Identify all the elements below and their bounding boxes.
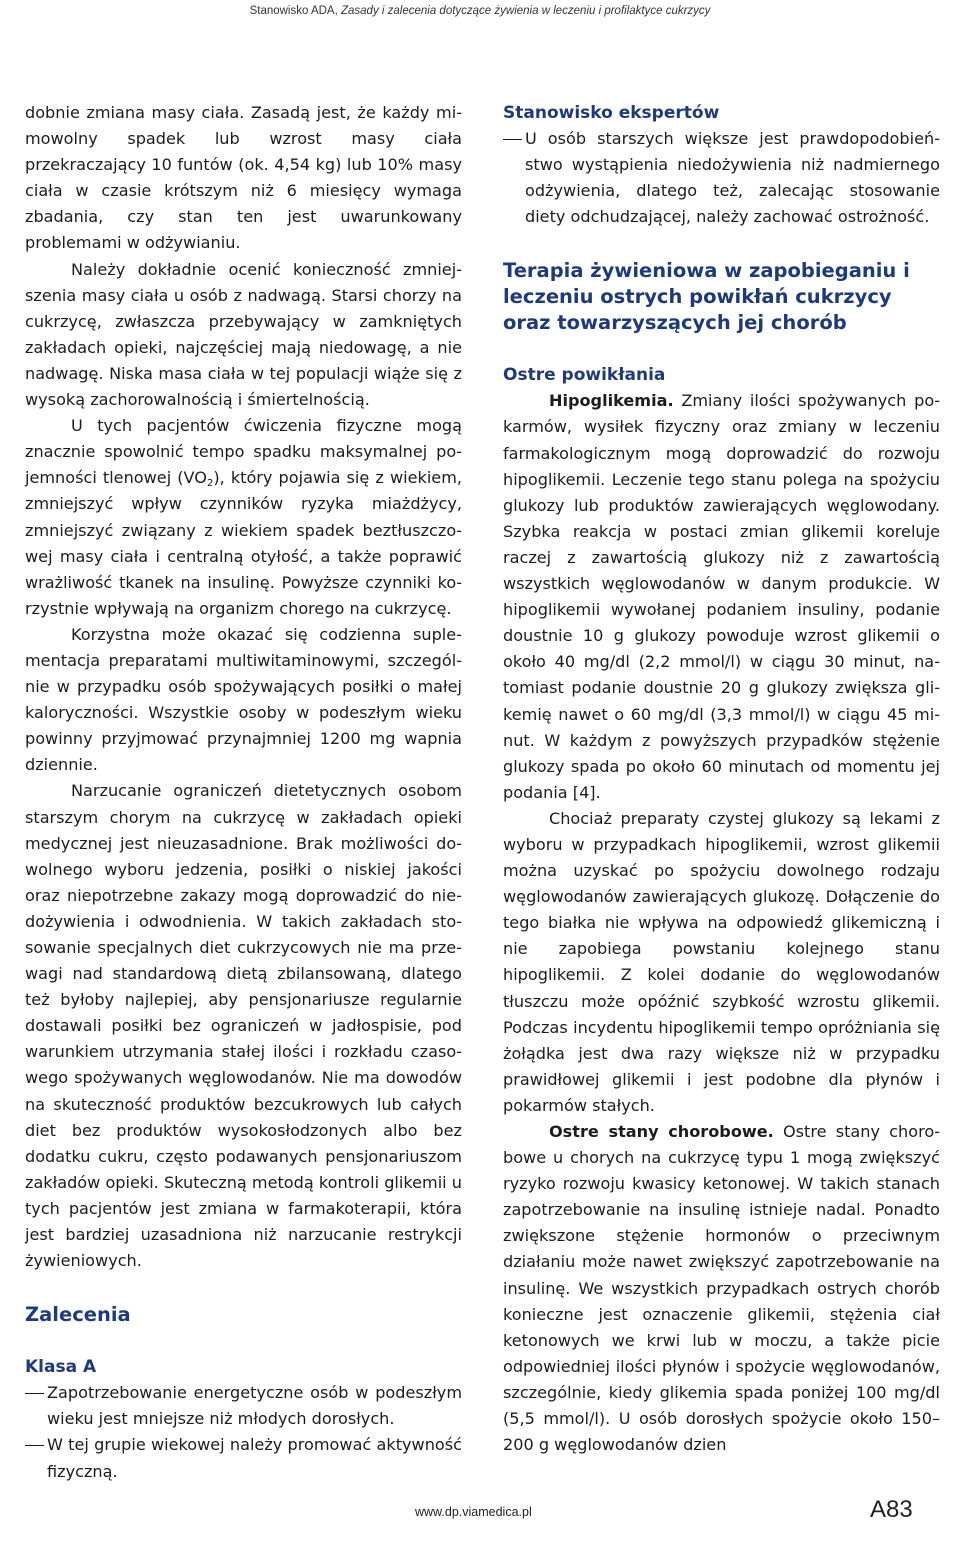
subsection-heading-expert: Stanowisko ekspertów: [503, 103, 720, 123]
expert-list: [503, 126, 940, 230]
paragraph: dobnie zmiana masy ciała. Zasadą jest, że każdy mimowolny spadek lub wzrost masy ciała przekraczający 10 funtów (ok. 4,54 kg) lub 10% masy ciała w czasie krótszym niż 6 miesięcy wymaga zbadania, czy stan ten jest uwarunkowany problemami w odżywianiu.: [25, 103, 462, 253]
paragraph: Korzystna może okazać się codzienna suplementacja preparatami multiwitaminowymi, szczególnie w przypadku osób spożywających posiłki o małej kaloryczności. Wszystkie osoby w podeszłym wieku powinny przyjmować przynajmniej 1200 mg wapnia dziennie.: [25, 624, 462, 775]
run-in-heading: Hipoglikemia.: [549, 391, 674, 411]
right-column: [503, 100, 940, 1458]
running-header-prefix: Stanowisko ADA,: [249, 5, 341, 17]
list-item: W tej grupie wiekowej należy promować aktywność fizyczną.: [25, 1432, 462, 1484]
paragraph: [503, 1119, 940, 1458]
paragraph-text: Ostre stany chorobowe u chorych na cukrzycę typu 1 mogą zwiększyć ryzyko rozwoju kwasicy ketonowej. W takich stanach zapotrzebowanie na insulinę istnieje nadal. Ponadto zwiększone stężenie hormonów o przeciwnym działaniu może nawet zwiększyć zapotrzebowanie na insulinę. We wszystkich przypadkach ostrych chorób konieczne jest oznaczenie glikemii, stężenia ciał ketonowych we krwi lub w moczu, a także picie odpowiedniej ilości płynów i spożycie węglowodanów, szczególnie, kiedy glikemia spada poniżej 100 mg/dl (5,5 mmol/l). U osób dorosłych spożycie około 150–200 g węglowodanów dzien: [503, 1122, 940, 1455]
subsection-heading-ostre: Ostre powikłania: [503, 365, 666, 386]
subsection-heading-klasa-a: Klasa A: [25, 1357, 97, 1378]
paragraph-text: ), który pojawia się z wiekiem, zmniejszyć wpływ czynników ryzyka miażdżycy, zmniejszyć związany z wiekiem spadek beztłuszczowej masy ciała i centralną otyłość, a także poprawić wrażliwość tkanek na insulinę. Powyższe czynniki korzystnie wpływają na organizm chorego na cukrzycę.: [25, 468, 462, 618]
list-item: U osób starszych większe jest prawdopodobieństwo wystąpienia niedożywienia niż nadmiernego odżywienia, dlatego też, zalecając stosowanie diety odchudzającej, należy zachować ostrożność.: [503, 126, 940, 230]
paragraph: [25, 413, 462, 622]
running-header-title: Zasady i zalecenia dotyczące żywienia w leczeniu i profilaktyce cukrzycy: [340, 5, 711, 17]
paragraph: [503, 388, 940, 806]
page-number: A83: [870, 1496, 913, 1523]
paragraph: Należy dokładnie ocenić konieczność zmniejszenia masy ciała u osób z nadwagą. Starsi chorzy na cukrzycę, zwłaszcza przebywający w zamkniętych zakładach opieki, najczęściej mają niedowagę, a nie nadwagę. Niska masa ciała w tej populacji wiąże się z wysoką zachorowalnością i śmiertelnością.: [25, 259, 462, 410]
paragraph: Chociaż preparaty czystej glukozy są lekami z wyboru w przypadkach hipoglikemii, wzrost glikemii można uzyskać po spożyciu dowolnego rodzaju węglowodanów zawierających glukozę. Dołączenie do tego białka nie wpływa na odpowiedź glikemiczną i nie zapobiega powstaniu kolejnego stanu hipoglikemii. Z kolei dodanie do węglowodanów tłuszczu może opóźnić szybkość wzrostu glikemii. Podczas incydentu hipoglikemii tempo opróżniania się żołądka jest dwa razy większe niż w przypadku prawidłowej glikemii i jest podobne dla płynów i pokarmów stałych.: [503, 808, 940, 1115]
subscript: 2: [206, 478, 214, 490]
list-item: Zapotrzebowanie energetyczne osób w podeszłym wieku jest mniejsze niż młodych dorosłych.: [25, 1380, 462, 1432]
section-heading-zalecenia: Zalecenia: [25, 1303, 131, 1327]
left-column: [25, 100, 462, 1485]
paragraph-text: Zmiany ilości spożywanych pokarmów, wysiłek fizyczny oraz zmiany w leczeniu farmakologicznym mogą doprowadzić do rozwoju hipoglikemii. Leczenie tego stanu polega na spożyciu glukozy lub produktów zawierających węglowodany. Szybka reakcja w postaci zmian glikemii koreluje raczej z zawartością glukozy niż z zawartością wszystkich węglowodanów w danym produkcie. W hipoglikemii wywołanej podaniem insuliny, podanie doustnie 10 g glukozy powoduje wzrost glikemii o około 40 mg/dl (2,2 mmol/l) w ciągu 30 minut, natomiast podanie doustnie 20 g glukozy zwiększa glikemię nawet o 60 mg/dl (3,3 mmol/l) w ciągu 45 minut. W każdym z powyższych przypadków stężenie glukozy spada po około 60 minutach od momentu jej podania [4].: [503, 391, 940, 802]
recommendation-list: [25, 1380, 462, 1484]
run-in-heading: Ostre stany chorobowe.: [549, 1122, 774, 1141]
footer-url: www.dp.viamedica.pl: [415, 1505, 532, 1519]
running-header: [0, 0, 960, 22]
paragraph-text: U tych pacjentów ćwiczenia fizyczne mogą znacznie spowolnić tempo spadku maksymalnej pojemności tlenowej (VO: [25, 416, 462, 488]
section-heading-terapia: Terapia żywieniowa w zapobieganiu i leczeniu ostrych powikłań cukrzycy oraz towarzyszących jej chorób: [503, 259, 910, 335]
paragraph: Narzucanie ograniczeń dietetycznych osobom starszym chorym na cukrzycę w zakładach opieki medycznej jest nieuzasadnione. Brak możliwości dowolnego wyboru jedzenia, posiłki o niskiej jakości oraz niepotrzebne zakazy mogą doprowadzić do niedożywienia i odwodnienia. W takich zakładach stosowanie specjalnych diet cukrzycowych nie ma przewagi nad standardową dietą zbilansowaną, dlatego też byłoby najlepiej, aby pensjonariusze regularnie dostawali posiłki bez ograniczeń w jadłospisie, pod warunkiem utrzymania stałej ilości i rozkładu czasowego spożywanych węglowodanów. Nie ma dowodów na skuteczność produktów bezcukrowych lub całych diet bez produktów wysokosłodzonych albo bez dodatku cukru, często podawanych pensjonariuszom zakładów opieki. Skuteczną metodą kontroli glikemii u tych pacjentów jest zmiana w farmakoterapii, która jest bardziej uzasadniona niż narzucanie restrykcji żywieniowych.: [25, 781, 462, 1271]
